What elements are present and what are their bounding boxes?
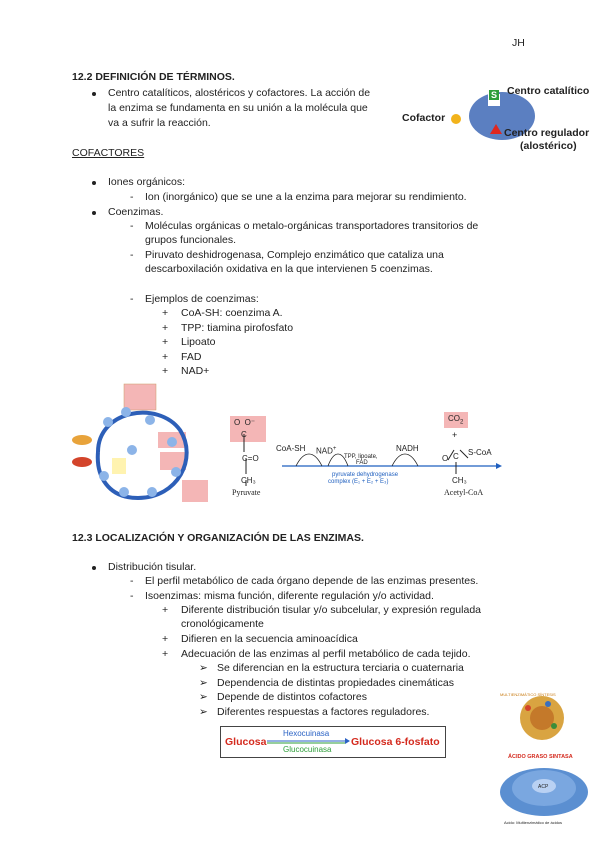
glucose-6p-label: Glucosa 6-fosfato (351, 736, 440, 748)
fatty-acid-synthase-figure (498, 688, 594, 828)
iones-sub: Ion (inorgánico) que se une a la enzima para mejorar su rendimiento. (145, 191, 467, 203)
arrow-item-4: Diferentes respuestas a factores reguladores. (217, 706, 430, 718)
intro-line-2: la enzima se fundamenta en su unión a la molécula que (108, 102, 368, 114)
plus-mark: + (162, 365, 169, 377)
acetyl-ch3: CH₃ (452, 476, 467, 485)
co2-plus: + (452, 430, 458, 440)
coenzima-item-2-line-2: descarboxilación oxidativa en la que intervienen 5 coenzimas. (145, 263, 433, 275)
glucose-arrows (221, 727, 445, 757)
cycle-node (99, 471, 109, 481)
red-node (72, 457, 92, 467)
pink-box (124, 384, 156, 410)
plus-mark: + (162, 322, 169, 334)
cycle-node (167, 437, 177, 447)
bullet (92, 181, 96, 185)
intro-line-3: va a sufrir la reacción. (108, 117, 211, 129)
cofactor-dot (451, 114, 461, 124)
nad-text: NAD (316, 446, 333, 456)
acetyl-label: Acetyl-CoA (444, 488, 484, 497)
dash: - (130, 575, 134, 587)
dash: - (130, 249, 134, 261)
glucose-reaction-box (220, 726, 446, 758)
cycle-node (103, 417, 113, 427)
pyruvate-c: C (241, 430, 247, 439)
dash: - (130, 293, 134, 305)
plus-mark: + (162, 336, 169, 348)
section-12-3-title: 12.3 LOCALIZACIÓN Y ORGANIZACIÓN DE LAS ENZIMAS. (72, 532, 364, 544)
arrowhead-bullet: ➢ (199, 662, 208, 674)
perfil-text: El perfil metabólico de cada órgano depende de las enzimas presentes. (145, 575, 479, 587)
fas-center-label: ACP (538, 784, 549, 790)
plus-mark: + (162, 351, 169, 363)
fas-dot (525, 705, 531, 711)
arrowhead-bullet: ➢ (199, 677, 208, 689)
enzyme-diagram (400, 80, 600, 160)
coenzima-item-1-line-1: Moléculas orgánicas o metalo-orgánicas transportadores transitorios de (145, 220, 479, 232)
plus-mark: + (162, 648, 169, 660)
ejemplo-2: TPP: tiamina pirofosfato (181, 322, 294, 334)
acetyl-o: O (442, 454, 449, 463)
cycle-node (127, 445, 137, 455)
arrow-item-1: Se diferencian en la estructura terciaria o cuaternaria (217, 662, 464, 674)
cofactores-heading: COFACTORES (72, 147, 145, 159)
arrow-item-2: Dependencia de distintas propiedades cinemáticas (217, 677, 454, 689)
co2-text: CO (448, 414, 460, 423)
isoenzimas-text: Isoenzimas: misma función, diferente regulación y/o actividad. (145, 590, 434, 602)
ejemplos-label: Ejemplos de coenzimas: (145, 293, 259, 305)
plus-mark: + (162, 307, 169, 319)
co2-label (448, 412, 463, 430)
glucocuinasa-label: Glucocuinasa (283, 745, 332, 754)
dash: - (130, 191, 134, 203)
ejemplo-4: FAD (181, 351, 202, 363)
nad-sup: + (332, 446, 337, 452)
conditions-2: FAD (356, 460, 368, 466)
conditions-1: TPP, lipoate, (344, 454, 378, 460)
nadh-label: NADH (396, 444, 419, 453)
hexo-arrowhead (345, 738, 350, 744)
acetyl-c: C (453, 452, 459, 461)
coenzima-item-2-line-1: Piruvato deshidrogenasa, Complejo enzimático que cataliza una (145, 249, 444, 261)
pink-box (182, 480, 208, 502)
yellow-box (112, 458, 126, 474)
catalytic-label: Centro catalítico (507, 85, 590, 97)
substrate-letter: S (491, 90, 498, 100)
ejemplo-5: NAD+ (181, 365, 210, 377)
cycle-node (147, 487, 157, 497)
arrowhead-bullet: ➢ (199, 691, 208, 703)
glucose-label: Glucosa (225, 736, 267, 748)
bullet (92, 92, 96, 96)
page-initials: JH (512, 37, 525, 49)
pyruvate-reaction (224, 410, 524, 510)
cycle-node (119, 487, 129, 497)
coash-label: CoA-SH (276, 444, 306, 453)
cycle-node (145, 415, 155, 425)
bullet (92, 211, 96, 215)
fas-top-caption: MULTIENZIMÁTICO SÍNTESIS (500, 692, 556, 697)
bond (460, 450, 468, 458)
fas-bottom-caption: Acido: Multienzimático de ácidos (504, 820, 563, 825)
intro-line-1: Centro catalíticos, alostéricos y cofactores. La acción de (108, 87, 371, 99)
coenzima-item-1-line-2: grupos funcionales. (145, 234, 237, 246)
ejemplo-1: CoA-SH: coenzima A. (181, 307, 283, 319)
bullet (92, 566, 96, 570)
iones-label: Iones orgánicos: (108, 176, 186, 188)
regulator-label-1: Centro regulador (504, 127, 590, 139)
iso-item-2: Difieren en la secuencia aminoacídica (181, 633, 358, 645)
orange-node (72, 435, 92, 445)
pyruvate-o-minus: O O⁻ (234, 418, 256, 427)
iso-item-3: Adecuación de las enzimas al perfil metabólico de cada tejido. (181, 648, 471, 660)
fas-title: ÁCIDO GRASO SINTASA (508, 754, 573, 760)
arrowhead-bullet: ➢ (199, 706, 208, 718)
cycle-node (171, 467, 181, 477)
regulator-label-2: (alostérico) (520, 140, 577, 152)
ejemplo-3: Lipoato (181, 336, 216, 348)
plus-mark: + (162, 604, 169, 616)
cofactor-label: Cofactor (402, 112, 446, 124)
fas-molecule-inner (530, 706, 554, 730)
reaction-arrowhead (496, 463, 502, 469)
fas-dot (551, 723, 557, 729)
enzyme-name-1: pyruvate dehydrogenase (332, 472, 399, 478)
pdh-cycle-svg (68, 380, 218, 510)
dash: - (130, 220, 134, 232)
iso-item-1-line-2: cronológicamente (181, 618, 264, 630)
enzyme-name-2: complex (E₁ + E₂ + E₃) (328, 479, 389, 485)
arrow-item-3: Depende de distintos cofactores (217, 691, 368, 703)
co2-sub: 2 (460, 419, 464, 426)
coenzimas-label: Coenzimas. (108, 206, 164, 218)
hexocuinasa-label: Hexocuinasa (283, 729, 330, 738)
cycle-node (121, 407, 131, 417)
pyruvate-label: Pyruvate (232, 488, 261, 497)
plus-mark: + (162, 633, 169, 645)
iso-item-1-line-1: Diferente distribución tisular y/o subcelular, y expresión regulada (181, 604, 481, 616)
section-12-2-title: 12.2 DEFINICIÓN DE TÉRMINOS. (72, 71, 235, 83)
dash: - (130, 590, 134, 602)
distribucion-label: Distribución tisular. (108, 561, 197, 573)
nad-label (316, 442, 336, 459)
pdh-cycle-figure (68, 380, 218, 510)
pyruvate-co: C=O (242, 454, 259, 463)
pyruvate-ch3: CH₃ (241, 476, 256, 485)
acetyl-scoa: S-CoA (468, 448, 492, 457)
